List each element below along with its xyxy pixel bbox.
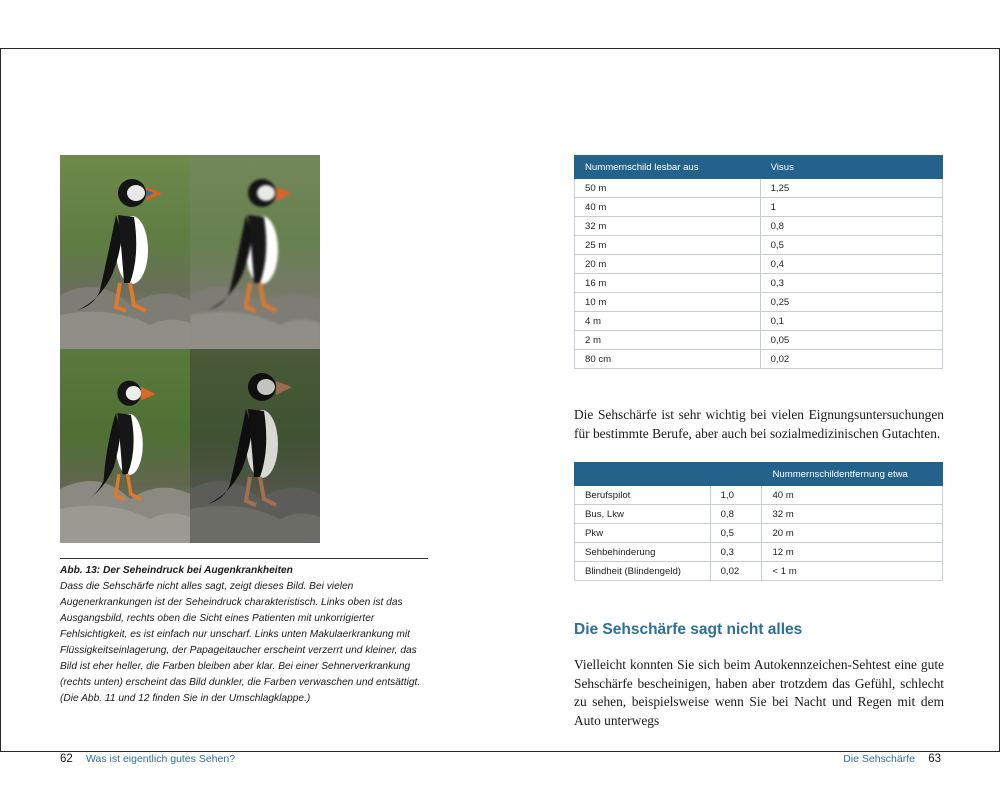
page-number: 62 xyxy=(60,753,73,765)
table-cell: 32 m xyxy=(575,217,761,236)
table-cell: 0,3 xyxy=(710,543,762,562)
table-cell: 0,25 xyxy=(760,293,942,312)
table-header: Visus xyxy=(760,156,942,179)
table-cell: 0,5 xyxy=(760,236,942,255)
table-cell: 1,25 xyxy=(760,179,942,198)
table-cell: 1,0 xyxy=(710,486,762,505)
table-row xyxy=(575,312,943,331)
body-paragraph: Vielleicht konnten Sie sich beim Autokennzeichen-Sehtest eine gute Sehschärfe bescheinigen, haben aber trotzdem das Gefühl, schlecht zu sehen, beispielsweise wenn Sie bei Nacht und Regen mit dem Auto unterwegs xyxy=(574,657,944,728)
running-head: Was ist eigentlich gutes Sehen? xyxy=(86,753,236,765)
puffin-illustration-icon xyxy=(190,349,320,543)
table-row xyxy=(575,543,943,562)
table-cell: 0,8 xyxy=(710,505,762,524)
table-row xyxy=(575,486,943,505)
puffin-illustration-icon xyxy=(60,155,190,349)
table-cell: 4 m xyxy=(575,312,761,331)
book-spread xyxy=(0,48,1000,765)
table-cell: Bus, Lkw xyxy=(575,505,711,524)
table-cell: 12 m xyxy=(762,543,943,562)
optic-nerve-disease-image xyxy=(190,349,320,543)
macular-disease-image xyxy=(60,349,190,543)
original-image xyxy=(60,155,190,349)
table-row xyxy=(575,505,943,524)
table-cell: 40 m xyxy=(762,486,943,505)
license-plate-visus-table xyxy=(574,155,943,369)
table-cell: < 1 m xyxy=(762,562,943,581)
table-cell: 50 m xyxy=(575,179,761,198)
table-cell: 0,8 xyxy=(760,217,942,236)
table-cell: 0,4 xyxy=(760,255,942,274)
table-row xyxy=(575,562,943,581)
table-row xyxy=(575,236,943,255)
table-cell: Blindheit (Blindengeld) xyxy=(575,562,711,581)
table-cell: 25 m xyxy=(575,236,761,255)
page-number: 63 xyxy=(928,753,941,765)
table-cell: 2 m xyxy=(575,331,761,350)
table-row xyxy=(575,274,943,293)
table-row xyxy=(575,179,943,198)
puffin-illustration-icon xyxy=(60,349,190,543)
table-cell: 0,02 xyxy=(710,562,762,581)
figure-image-grid xyxy=(60,155,320,543)
caption-body: Dass die Sehschärfe nicht alles sagt, zeigt dieses Bild. Bei vielen Augenerkrankungen ist der Seheindruck charakteristisch. Links oben ist das Ausgangsbild, rechts oben die Sicht eines Patienten mit unkorrigierter Fehlsichtigkeit, es ist einfach nur unscharf. Links unten Makulaerkrankung mit Flüssigkeitseinlagerung, der Papageitaucher erscheint verzerrt und kleiner, das Bild ist eher heller, die Farben bleiben aber klar. Bei einer Sehnerverkrankung (rechts unten) erscheint das Bild dunkler, die Farben verwaschen und entsättigt. xyxy=(60,581,421,688)
table-header: Nummernschild lesbar aus xyxy=(575,156,761,179)
left-page-footer xyxy=(60,753,235,765)
uncorrected-refractive-error-image xyxy=(190,155,320,349)
section-heading: Die Sehschärfe sagt nicht alles xyxy=(574,621,803,638)
table-cell: 0,02 xyxy=(760,350,942,369)
table-cell: Berufspilot xyxy=(575,486,711,505)
table-cell: 0,3 xyxy=(760,274,942,293)
table-row xyxy=(575,217,943,236)
table-cell: 10 m xyxy=(575,293,761,312)
occupation-visus-table xyxy=(574,462,943,581)
table-cell: 80 cm xyxy=(575,350,761,369)
table-header xyxy=(710,463,762,486)
table-cell: 20 m xyxy=(762,524,943,543)
table-row xyxy=(575,293,943,312)
caption-note: (Die Abb. 11 und 12 finden Sie in der Umschlagklappe.) xyxy=(60,693,311,704)
table-cell: 40 m xyxy=(575,198,761,217)
table-row xyxy=(575,198,943,217)
running-head: Die Sehschärfe xyxy=(843,753,915,765)
body-paragraph: Die Sehschärfe ist sehr wichtig bei vielen Eignungsuntersuchungen für bestimmte Berufe, aber auch bei sozialmedizinischen Gutachten. xyxy=(574,407,944,441)
table-header: Nummernschildentfernung etwa xyxy=(762,463,943,486)
figure-caption xyxy=(60,563,432,707)
caption-divider xyxy=(60,558,428,559)
table-row xyxy=(575,255,943,274)
table-cell: 0,5 xyxy=(710,524,762,543)
table-cell: 32 m xyxy=(762,505,943,524)
table-cell: 16 m xyxy=(575,274,761,293)
table-cell: 0,1 xyxy=(760,312,942,331)
puffin-illustration-icon xyxy=(190,155,320,349)
table-cell: 0,05 xyxy=(760,331,942,350)
table-row xyxy=(575,350,943,369)
table-row xyxy=(575,331,943,350)
table-cell: Pkw xyxy=(575,524,711,543)
table-header xyxy=(575,463,711,486)
table-cell: 20 m xyxy=(575,255,761,274)
caption-title: Abb. 13: Der Seheindruck bei Augenkrankheiten xyxy=(60,565,293,576)
right-page-footer xyxy=(843,753,941,765)
table-cell: Sehbehinderung xyxy=(575,543,711,562)
table-row xyxy=(575,524,943,543)
table-cell: 1 xyxy=(760,198,942,217)
